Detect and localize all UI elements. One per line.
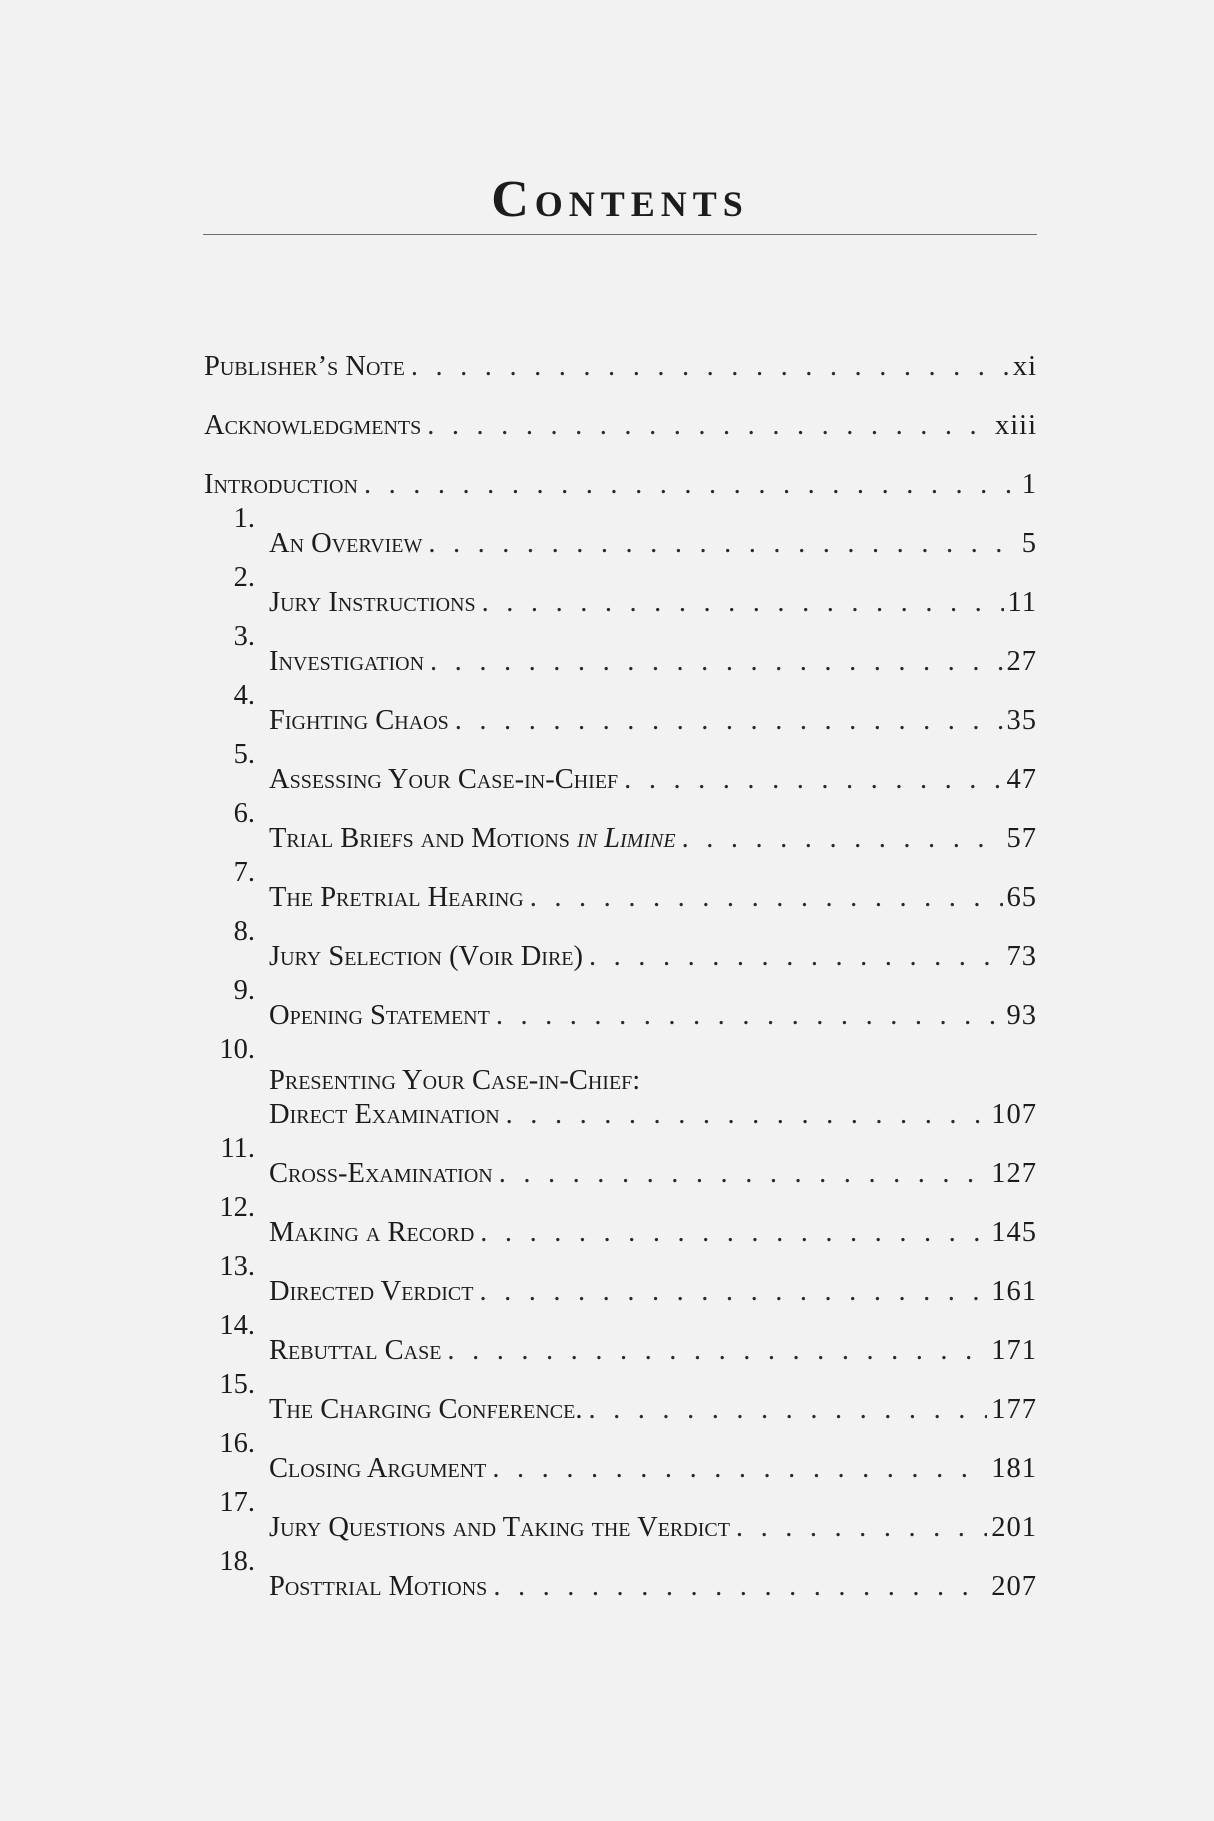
- toc-entry-label: Jury Selection (Voir Dire): [269, 941, 583, 972]
- toc-entry-label: Presenting Your Case-in-Chief:: [269, 1065, 641, 1096]
- toc-entry-page: 171: [991, 1335, 1037, 1366]
- dot-leader: [480, 1216, 987, 1250]
- toc-entry-number: 4.: [233, 680, 255, 711]
- toc-entry-number: 17.: [219, 1487, 255, 1518]
- toc-entry-page: 5: [1021, 528, 1037, 559]
- toc-entry-page: 57: [1006, 823, 1037, 854]
- dot-leader: [506, 1098, 988, 1132]
- page-title: Contents: [491, 171, 749, 228]
- toc-entry-page: 65: [1006, 882, 1037, 913]
- toc-entry-page: xi: [1012, 351, 1037, 382]
- toc-entry-chapter-5[interactable]: [203, 738, 1037, 797]
- toc-entry-number: 1.: [233, 503, 255, 534]
- toc-entry-number: 9.: [233, 975, 255, 1006]
- toc-entry-number: 7.: [233, 857, 255, 888]
- toc-entry-label-main: Trial Briefs and Motions: [269, 823, 570, 854]
- toc-entry-label-line2: Direct Examination: [269, 1099, 500, 1130]
- toc-entry-chapter-7[interactable]: [203, 856, 1037, 915]
- toc-entry-chapter-18[interactable]: [203, 1545, 1037, 1604]
- toc-entry-chapter-14[interactable]: [203, 1309, 1037, 1368]
- toc-entry-number: 12.: [219, 1192, 255, 1223]
- toc-entry-label: Jury Questions and Taking the Verdict: [269, 1512, 730, 1543]
- toc-entry-chapter-13[interactable]: [203, 1250, 1037, 1309]
- toc-entry-chapter-6[interactable]: [203, 797, 1037, 856]
- dot-leader: [682, 822, 1003, 856]
- dot-leader: [447, 1334, 987, 1368]
- dot-leader: [589, 940, 1003, 974]
- toc-entry-number: 13.: [219, 1251, 255, 1282]
- toc-entry-page: 201: [991, 1512, 1037, 1543]
- toc-entry-introduction[interactable]: [203, 443, 1037, 502]
- toc-entry-page: 161: [991, 1276, 1037, 1307]
- title-rule: [203, 234, 1037, 235]
- toc-entry-label: The Charging Conference.: [269, 1394, 583, 1425]
- toc-entry-chapter-17[interactable]: [203, 1486, 1037, 1545]
- toc-entry-label: Directed Verdict: [269, 1276, 474, 1307]
- toc-entry-number: 3.: [233, 621, 255, 652]
- toc-entry-chapter-1[interactable]: [203, 502, 1037, 561]
- dot-leader: [428, 527, 1017, 561]
- dot-leader: [624, 763, 1002, 797]
- toc-entry-label: Cross-Examination: [269, 1158, 493, 1189]
- dot-leader: [736, 1511, 987, 1545]
- toc-entry-chapter-12[interactable]: [203, 1191, 1037, 1250]
- toc-entry-label: Acknowledgments: [204, 410, 422, 441]
- dot-leader: [588, 1393, 987, 1427]
- dot-leader: [482, 586, 1004, 620]
- toc-entry-chapter-4[interactable]: [203, 679, 1037, 738]
- toc-entry-label: The Pretrial Hearing: [269, 882, 524, 913]
- toc-entry-label: Jury Instructions: [269, 587, 476, 618]
- toc-entry-page: 127: [991, 1158, 1037, 1189]
- toc-entry-page: 73: [1006, 941, 1037, 972]
- dot-leader: [492, 1452, 987, 1486]
- toc-entry-page: 145: [991, 1217, 1037, 1248]
- toc-entry-page: 177: [991, 1394, 1037, 1425]
- contents-page: [203, 0, 1037, 1821]
- toc-entry-chapter-9[interactable]: [203, 974, 1037, 1033]
- toc-entry-number: 18.: [219, 1546, 255, 1577]
- dot-leader: [364, 468, 1018, 502]
- toc-entry-number: 14.: [219, 1310, 255, 1341]
- toc-entry-chapter-3[interactable]: [203, 620, 1037, 679]
- toc-entry-number: 8.: [233, 916, 255, 947]
- dot-leader: [455, 704, 1003, 738]
- table-of-contents: [203, 325, 1037, 1604]
- toc-entry-label: Posttrial Motions: [269, 1571, 488, 1602]
- dot-leader: [499, 1157, 988, 1191]
- toc-entry-page: xiii: [994, 410, 1037, 441]
- toc-entry-page: 207: [991, 1571, 1037, 1602]
- toc-entry-chapter-2[interactable]: [203, 561, 1037, 620]
- toc-entry-label: Making a Record: [269, 1217, 475, 1248]
- toc-entry-chapter-16[interactable]: [203, 1427, 1037, 1486]
- toc-entry-chapter-15[interactable]: [203, 1368, 1037, 1427]
- toc-entry-number: 2.: [233, 562, 255, 593]
- dot-leader: [496, 999, 1003, 1033]
- toc-entry-label: Rebuttal Case: [269, 1335, 442, 1366]
- toc-entry-number: 11.: [220, 1133, 255, 1164]
- toc-entry-number: 15.: [219, 1369, 255, 1400]
- dot-leader: [430, 645, 1002, 679]
- toc-entry-label: Closing Argument: [269, 1453, 487, 1484]
- dot-leader: [530, 881, 1003, 915]
- toc-entry-page: 181: [991, 1453, 1037, 1484]
- toc-entry-label: Investigation: [269, 646, 425, 677]
- toc-entry-label: Introduction: [204, 469, 358, 500]
- toc-entry-page: 35: [1006, 705, 1037, 736]
- toc-entry-chapter-10[interactable]: [203, 1033, 1037, 1132]
- toc-entry-chapter-8[interactable]: [203, 915, 1037, 974]
- toc-entry-page: 1: [1021, 469, 1037, 500]
- dot-leader: [411, 350, 1009, 384]
- toc-entry-page: 93: [1006, 1000, 1037, 1031]
- toc-entry-chapter-11[interactable]: [203, 1132, 1037, 1191]
- toc-entry-publishers-note[interactable]: [203, 325, 1037, 384]
- toc-entry-label: Assessing Your Case-in-Chief: [269, 764, 619, 795]
- toc-entry-label: Fighting Chaos: [269, 705, 449, 736]
- toc-entry-number: 5.: [233, 739, 255, 770]
- toc-entry-acknowledgments[interactable]: [203, 384, 1037, 443]
- dot-leader: [427, 409, 991, 443]
- toc-entry-page: 47: [1006, 764, 1037, 795]
- toc-entry-number: 16.: [219, 1428, 255, 1459]
- toc-entry-label: Publisher’s Note: [204, 351, 405, 382]
- toc-entry-page: 27: [1006, 646, 1037, 677]
- dot-leader: [493, 1570, 987, 1604]
- toc-entry-page: 107: [991, 1099, 1037, 1130]
- dot-leader: [479, 1275, 987, 1309]
- toc-entry-label: Opening Statement: [269, 1000, 490, 1031]
- toc-entry-page: 11: [1007, 587, 1037, 618]
- toc-entry-label: [269, 822, 676, 856]
- toc-entry-number: 10.: [219, 1034, 255, 1065]
- toc-entry-label: An Overview: [269, 528, 423, 559]
- toc-entry-label-italic: in Limine: [577, 823, 676, 854]
- toc-entry-number: 6.: [233, 798, 255, 829]
